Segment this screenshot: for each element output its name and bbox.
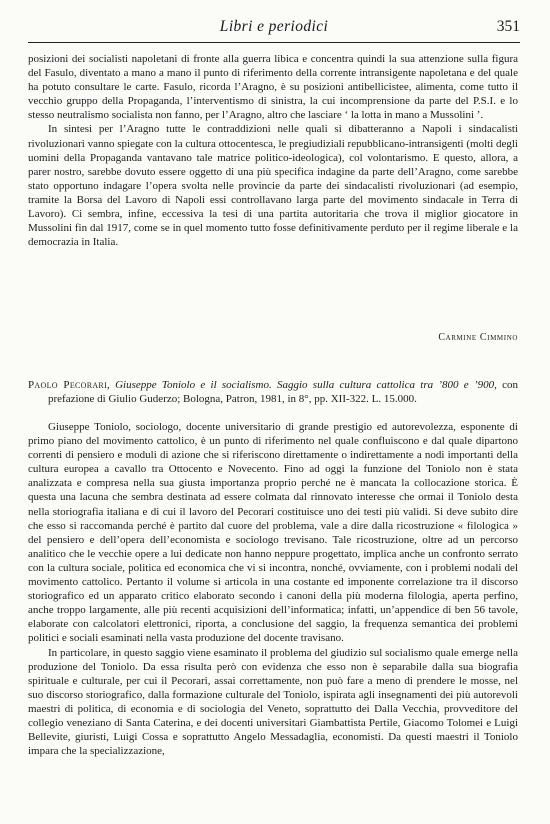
first-review-body [28,52,518,249]
second-review-paragraph: Giuseppe Toniolo, sociologo, docente universitario di grande prestigio ed autorevolezza, esponente di primo piano del movimento cattolico, è un punto di riferimento nel quale confluiscono e dal quale dipartono correnti di pensiero e moduli di azione che si riferiscono direttamente o indirettamente a nodi importanti della cultura europea a cavallo tra Ottocento e Novecento. Fino ad oggi la funzione del Toniolo non è stata analizzata e compresa nella sua giusta importanza proprio perché ne è mancata la collocazione storica. È questa una lacuna che sembra destinata ad essere colmata dal rinnovato interesse che ormai il Toniolo desta nella storiografia italiana e di cui il lavoro del Pecorari costituisce uno dei testi più validi. Si deve subito dire che esso si raccomanda perché è partito dal cuore del problema, vale a dire dalla ricostruzione « filologica » del pensiero e dell’opera dell’economista e sociologo trevisano. Tale ricostruzione, oltre ad un percorso analitico che le vecchie opere a lui dedicate non hanno neppure progettato, implica anche un confronto serrato con la cultura sociale, politica ed economica che vi si incontra, nonché, ovviamente, con i problemi nodali del movimento cattolico. Pertanto il volume si articola in una costante ed imponente correlazione tra il discorso storiografico ed un apparato critico elaborato secondo i canoni della più moderna filologia, aperta perfino, anche troppo largamente, alle più recenti acquisizioni dell’informatica; infatti, un’appendice di ben 56 tavole, elaborate con calcolatori elettronici, riporta, a conclusione del saggio, la frequenza semantica dei problemi politici e sociali esaminati nella vasta produzione del docente travisano. [28,421,518,645]
citation-details: con prefazione di Giulio Guderzo; Bologna, Patron, 1981, in 8°, pp. XII-322. L. 15.000. [48,379,519,406]
page-number: 351 [496,18,520,35]
review-signature: Carmine Cimmino [438,332,518,343]
book-citation: Paolo Pecorari, Giuseppe Toniolo e il socialismo. Saggio sulla cultura cattolica tra ’800 e ’900, con prefazione di Giulio Guderzo; Bologna, Patron, 1981, in 8°, pp. XII-322. L. 15.000. [28,379,519,406]
first-review-paragraph: posizioni dei socialisti napoletani di fronte alla guerra libica e concentra quindi la sua attenzione sulla figura del Fasulo, diventato a mano a mano il punto di riferimento della corrente intransigente napoletana e del quale ha potuto consultare le carte. Fasulo, ricorda l’Aragno, è su posizioni antibellicistee, alimenta, come tutto il vecchio gruppo della Propaganda, l’interventismo di sinistra, la cui incomprensione da parte del P.S.I. e lo stesso neutralismo socialista non fanno, per l’Aragno, altro che lasciare ‘ la lotta in mano a Mussolini ’. [28,53,518,122]
second-review-body [28,420,518,758]
second-review-paragraph: In particolare, in questo saggio viene esaminato il problema del giudizio sul socialismo quale emerge nella produzione del Toniolo. Da essa risulta però con evidenza che esso non è separabile dalla sua biografia spirituale e culturale, per cui il Pecorari, assai correttamente, non può fare a meno di prendere le mosse, nel suo discorso storiografico, dalla formazione culturale del Toniolo, ispirata agli insegnamenti dei più autorevoli maestri di politica, di economia e di sociologia del Veneto, soprattutto dei Dalla Vecchia, provveditore del collegio veneziano di Santa Caterina, e dei docenti universitari Giambattista Pertile, Giacomo Tolomei e Luigi Bellevite, giuristi, Luigi Cossa e soprattutto Angelo Messadaglia, economisti. Da questi maestri il Toniolo impara che la specializzazione, [28,646,518,758]
running-title: Libri e periodici [219,18,329,35]
citation-title: Giuseppe Toniolo e il socialismo. Saggio sulla cultura cattolica tra ’800 e ’900, [115,379,497,391]
header-rule [28,42,520,43]
running-header [28,18,520,40]
section-separator [245,355,305,356]
first-review-paragraph: In sintesi per l’Aragno tutte le contraddizioni nelle quali si dibatteranno a Napoli i sindacalisti rivoluzionari vanno spiegate con la cultura ottocentesca, le pregiudiziali repubblicano-intransigenti (molti degli uomini della Propaganda vantavano tale matrice politico-ideologica), col volontarismo. E questo, allora, a parer nostro, sarebbe dovuto essere oggetto di una più specifica indagine da parte dell’Aragno, come sarebbe stato opportuno indagare l’opera svolta nelle provincie da parte dei sindacalisti rivoluzionari (ad esempio, tramite la Borsa del Lavoro di Napoli essi controllavano larga parte del movimento sindacale in Terra di Lavoro). Ci sembra, infine, eccessiva la tesi di una partita autoritaria che trova il miglior giocatore in Mussolini fin dal 1917, come se in quel momento tutto fosse definitivamente perduto per il regime liberale e la democrazia in Italia. [28,123,518,249]
citation-author: Paolo Pecorari [28,379,108,391]
